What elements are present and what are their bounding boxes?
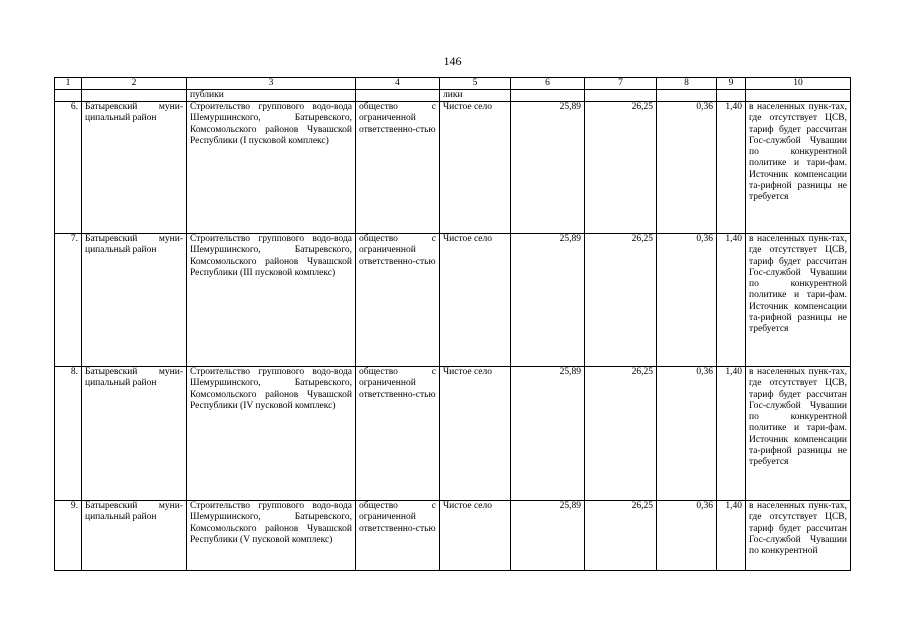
continuation-text: лики: [440, 90, 511, 102]
value-cell-9: 1,40: [717, 234, 746, 367]
district-cell: Батыревский муни-ципальный район: [82, 102, 187, 234]
row-number: 9.: [55, 501, 82, 571]
column-number: 9: [717, 78, 746, 90]
column-number: 8: [657, 78, 717, 90]
organization-cell: общество с ограниченной ответственно-стью: [356, 234, 440, 367]
value-cell-6: 25,89: [511, 367, 585, 501]
value-cell-6: 25,89: [511, 501, 585, 571]
table-row: [55, 234, 851, 367]
column-number: 7: [585, 78, 657, 90]
column-number: 10: [746, 78, 851, 90]
note-cell: в населенных пунк-тах, где отсутствует ЦСВ, тариф будет рассчитан Гос-службой Чувашии по конкурентной: [746, 501, 851, 571]
organization-cell: общество с ограниченной ответственно-стью: [356, 501, 440, 571]
continuation-row: [55, 90, 851, 102]
project-cell: Строительство группового водо-вода Шемуршинского, Батыревского, Комсомольского районов Чувашской Республики (III пусковой комплекс): [187, 234, 356, 367]
district-cell: Батыревский муни-ципальный район: [82, 501, 187, 571]
value-cell-8: 0,36: [657, 367, 717, 501]
value-cell-9: 1,40: [717, 501, 746, 571]
data-table: [54, 77, 851, 571]
row-number: 7.: [55, 234, 82, 367]
value-cell-8: 0,36: [657, 234, 717, 367]
program-cell: Чистое село: [440, 367, 511, 501]
project-cell: Строительство группового водо-вода Шемуршинского, Батыревского, Комсомольского районов Чувашской Республики (V пусковой комплекс): [187, 501, 356, 571]
project-cell: Строительство группового водо-вода Шемуршинского, Батыревского, Комсомольского районов Чувашской Республики (I пусковой комплекс): [187, 102, 356, 234]
row-number: 8.: [55, 367, 82, 501]
value-cell-8: 0,36: [657, 501, 717, 571]
value-cell-6: 25,89: [511, 102, 585, 234]
column-number: 1: [55, 78, 82, 90]
row-number: 6.: [55, 102, 82, 234]
program-cell: Чистое село: [440, 501, 511, 571]
district-cell: Батыревский муни-ципальный район: [82, 367, 187, 501]
column-number: 6: [511, 78, 585, 90]
organization-cell: общество с ограниченной ответственно-стью: [356, 102, 440, 234]
column-number: 2: [82, 78, 187, 90]
value-cell-9: 1,40: [717, 367, 746, 501]
page-number: 146: [443, 54, 462, 68]
note-cell: в населенных пунк-тах, где отсутствует ЦСВ, тариф будет рассчитан Гос-службой Чувашии по конкурентной политике и тари-фам. Источник компенсации та-рифной разницы не требуется: [746, 367, 851, 501]
table-row: [55, 501, 851, 571]
note-cell: в населенных пунк-тах, где отсутствует ЦСВ, тариф будет рассчитан Гос-службой Чувашии по конкурентной политике и тари-фам. Источник компенсации та-рифной разницы не требуется: [746, 234, 851, 367]
column-number: 4: [356, 78, 440, 90]
value-cell-7: 26,25: [585, 102, 657, 234]
district-cell: Батыревский муни-ципальный район: [82, 234, 187, 367]
column-number: 5: [440, 78, 511, 90]
program-cell: Чистое село: [440, 234, 511, 367]
note-cell: в населенных пунк-тах, где отсутствует ЦСВ, тариф будет рассчитан Гос-службой Чувашии по конкурентной политике и тари-фам. Источник компенсации та-рифной разницы не требуется: [746, 102, 851, 234]
value-cell-9: 1,40: [717, 102, 746, 234]
continuation-text: публики: [187, 90, 356, 102]
value-cell-6: 25,89: [511, 234, 585, 367]
column-number-row: [55, 78, 851, 90]
value-cell-7: 26,25: [585, 234, 657, 367]
value-cell-8: 0,36: [657, 102, 717, 234]
value-cell-7: 26,25: [585, 501, 657, 571]
table-row: [55, 102, 851, 234]
program-cell: Чистое село: [440, 102, 511, 234]
column-number: 3: [187, 78, 356, 90]
project-cell: Строительство группового водо-вода Шемуршинского, Батыревского, Комсомольского районов Чувашской Республики (IV пусковой комплекс): [187, 367, 356, 501]
table-row: [55, 367, 851, 501]
value-cell-7: 26,25: [585, 367, 657, 501]
organization-cell: общество с ограниченной ответственно-стью: [356, 367, 440, 501]
